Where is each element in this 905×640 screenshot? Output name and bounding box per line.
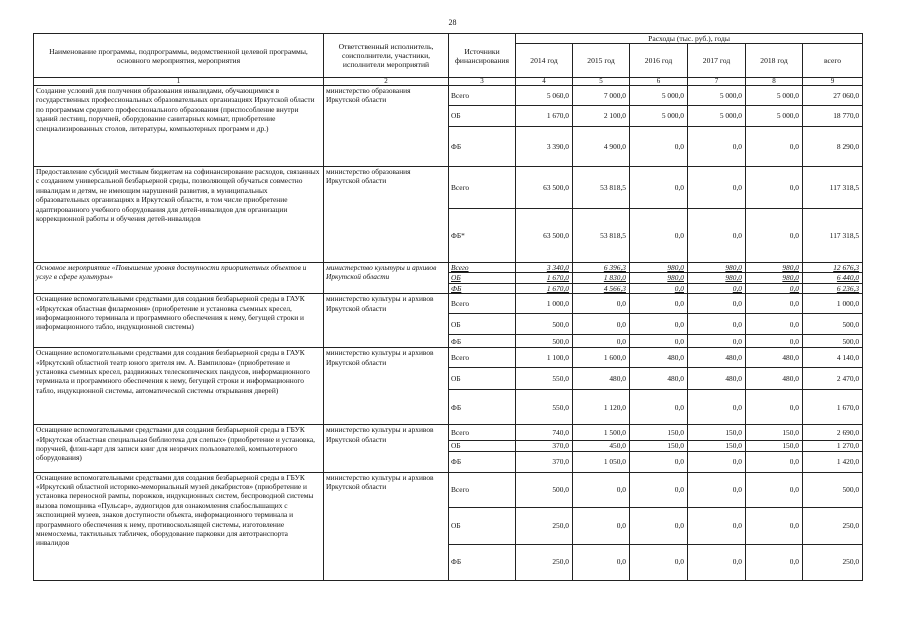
year-value: 0,0 bbox=[573, 314, 630, 335]
year-value: 480,0 bbox=[688, 348, 746, 368]
year-value: 0,0 bbox=[688, 283, 746, 293]
year-value: 450,0 bbox=[573, 441, 630, 451]
year-value: 0,0 bbox=[746, 209, 803, 263]
year-value: 0,0 bbox=[573, 507, 630, 544]
year-value: 0,0 bbox=[630, 294, 688, 314]
activity-name: Основное мероприятие «Повышение уровня доступности приоритетных объектов и услуг в сфере культуры» bbox=[34, 263, 324, 294]
column-number: 3 bbox=[449, 78, 516, 86]
year-value: 150,0 bbox=[688, 425, 746, 441]
year-value: 0,0 bbox=[573, 544, 630, 580]
funding-source: ОБ bbox=[449, 273, 516, 283]
header-expenses: Расходы (тыс. руб.), годы bbox=[516, 34, 863, 44]
funding-source: ФБ bbox=[449, 451, 516, 472]
total-value: 117 318,5 bbox=[803, 167, 863, 209]
executor: министерство образования Иркутской области bbox=[324, 167, 449, 263]
year-value: 0,0 bbox=[688, 507, 746, 544]
header-year: всего bbox=[803, 44, 863, 78]
activity-row bbox=[34, 348, 863, 368]
expenses-table bbox=[33, 33, 863, 581]
year-value: 250,0 bbox=[516, 507, 573, 544]
year-value: 1 050,0 bbox=[573, 451, 630, 472]
executor: министерство образования Иркутской области bbox=[324, 86, 449, 167]
header-year: 2017 год bbox=[688, 44, 746, 78]
year-value: 370,0 bbox=[516, 451, 573, 472]
total-value: 8 290,0 bbox=[803, 127, 863, 167]
activity-row bbox=[34, 294, 863, 314]
year-value: 370,0 bbox=[516, 441, 573, 451]
year-value: 0,0 bbox=[630, 507, 688, 544]
year-value: 0,0 bbox=[573, 335, 630, 348]
total-value: 1 420,0 bbox=[803, 451, 863, 472]
year-value: 150,0 bbox=[746, 441, 803, 451]
year-value: 980,0 bbox=[688, 273, 746, 283]
year-value: 0,0 bbox=[746, 507, 803, 544]
funding-source: Всего bbox=[449, 263, 516, 273]
header-executor: Ответственный исполнитель, соисполнители, участники, исполнители мероприятий bbox=[324, 34, 449, 78]
year-value: 500,0 bbox=[516, 314, 573, 335]
column-number: 5 bbox=[573, 78, 630, 86]
page-number: 28 bbox=[448, 18, 457, 27]
total-value: 500,0 bbox=[803, 472, 863, 507]
funding-source: ФБ bbox=[449, 283, 516, 293]
year-value: 0,0 bbox=[746, 451, 803, 472]
year-value: 0,0 bbox=[746, 167, 803, 209]
total-value: 18 770,0 bbox=[803, 106, 863, 127]
year-value: 0,0 bbox=[630, 390, 688, 425]
year-value: 5 000,0 bbox=[630, 86, 688, 106]
column-number: 1 bbox=[34, 78, 324, 86]
year-value: 150,0 bbox=[746, 425, 803, 441]
header-year: 2015 год bbox=[573, 44, 630, 78]
total-value: 500,0 bbox=[803, 314, 863, 335]
year-value: 53 818,5 bbox=[573, 167, 630, 209]
activity-row bbox=[34, 86, 863, 106]
year-value: 0,0 bbox=[688, 294, 746, 314]
year-value: 0,0 bbox=[746, 544, 803, 580]
year-value: 250,0 bbox=[516, 544, 573, 580]
activity-row bbox=[34, 425, 863, 441]
year-value: 0,0 bbox=[746, 294, 803, 314]
year-value: 0,0 bbox=[688, 127, 746, 167]
activity-name: Оснащение вспомогательными средствами для создания безбарьерной среды в ГАУК «Иркутская областная филармония» (приобретение и установка съемных кресел, информационного терминала и программного обеспечения к нему, бегущей строки и информационного табло, индукционной системы) bbox=[34, 294, 324, 348]
year-value: 480,0 bbox=[746, 348, 803, 368]
year-value: 5 000,0 bbox=[688, 106, 746, 127]
year-value: 4 566,3 bbox=[573, 283, 630, 293]
year-value: 0,0 bbox=[630, 472, 688, 507]
year-value: 150,0 bbox=[630, 425, 688, 441]
column-number: 8 bbox=[746, 78, 803, 86]
funding-source: Всего bbox=[449, 425, 516, 441]
year-value: 0,0 bbox=[688, 335, 746, 348]
year-value: 0,0 bbox=[630, 167, 688, 209]
year-value: 7 000,0 bbox=[573, 86, 630, 106]
funding-source: ФБ* bbox=[449, 209, 516, 263]
year-value: 0,0 bbox=[630, 283, 688, 293]
year-value: 63 500,0 bbox=[516, 209, 573, 263]
year-value: 980,0 bbox=[630, 263, 688, 273]
year-value: 480,0 bbox=[630, 348, 688, 368]
funding-source: ФБ bbox=[449, 335, 516, 348]
year-value: 980,0 bbox=[630, 273, 688, 283]
year-value: 480,0 bbox=[688, 368, 746, 390]
year-value: 0,0 bbox=[746, 390, 803, 425]
year-value: 740,0 bbox=[516, 425, 573, 441]
total-value: 12 676,3 bbox=[803, 263, 863, 273]
activity-row bbox=[34, 167, 863, 209]
funding-source: ОБ bbox=[449, 441, 516, 451]
year-value: 0,0 bbox=[688, 314, 746, 335]
year-value: 0,0 bbox=[746, 283, 803, 293]
year-value: 980,0 bbox=[688, 263, 746, 273]
year-value: 0,0 bbox=[630, 451, 688, 472]
total-value: 2 470,0 bbox=[803, 368, 863, 390]
column-number: 2 bbox=[324, 78, 449, 86]
year-value: 0,0 bbox=[630, 544, 688, 580]
column-number: 4 bbox=[516, 78, 573, 86]
total-value: 1 000,0 bbox=[803, 294, 863, 314]
year-value: 53 818,5 bbox=[573, 209, 630, 263]
year-value: 980,0 bbox=[746, 263, 803, 273]
year-value: 150,0 bbox=[688, 441, 746, 451]
activity-name: Оснащение вспомогательными средствами для создания безбарьерной среды в ГБУК «Иркутский областной историко-мемориальный музей декабристов» (приобретение и установка переносной рампы, порожков, индукционных систем, беспроводной системы вызова помощника «Пульсар», аудиогидов для ознакомления слабослышащих с экспозицией музеев, знаков доступности объекта, информационного терминала и программного обеспечения к нему, противоскользящей системы, изготовление мнемосхемы, тактильных табличек, оборудование парковки для автотранспорта инвалидов bbox=[34, 472, 324, 580]
funding-source: Всего bbox=[449, 167, 516, 209]
year-value: 1 670,0 bbox=[516, 273, 573, 283]
funding-source: ФБ bbox=[449, 544, 516, 580]
year-value: 5 000,0 bbox=[746, 86, 803, 106]
executor: министерство культуры и архивов Иркутской области bbox=[324, 263, 449, 294]
funding-source: ОБ bbox=[449, 507, 516, 544]
total-value: 6 236,3 bbox=[803, 283, 863, 293]
year-value: 6 396,3 bbox=[573, 263, 630, 273]
year-value: 3 390,0 bbox=[516, 127, 573, 167]
year-value: 5 000,0 bbox=[688, 86, 746, 106]
year-value: 3 340,0 bbox=[516, 263, 573, 273]
year-value: 1 100,0 bbox=[516, 348, 573, 368]
year-value: 0,0 bbox=[688, 209, 746, 263]
total-value: 6 440,0 bbox=[803, 273, 863, 283]
executor: министерство культуры и архивов Иркутской области bbox=[324, 294, 449, 348]
year-value: 0,0 bbox=[573, 294, 630, 314]
funding-source: ОБ bbox=[449, 314, 516, 335]
column-number: 9 bbox=[803, 78, 863, 86]
total-value: 4 140,0 bbox=[803, 348, 863, 368]
year-value: 0,0 bbox=[746, 127, 803, 167]
year-value: 0,0 bbox=[688, 472, 746, 507]
funding-source: ФБ bbox=[449, 390, 516, 425]
year-value: 0,0 bbox=[746, 335, 803, 348]
activity-name: Создание условий для получения образования инвалидами, обучающимися в государственных профессиональных образовательных организациях Иркутской области по программам среднего профессионального образования (приспособление внутри зданий лестниц, поручней, оборудование санитарных комнат, приобретение специализированных столов, литературы, компьютерных программ и др.) bbox=[34, 86, 324, 167]
total-value: 117 318,5 bbox=[803, 209, 863, 263]
header-year: 2014 год bbox=[516, 44, 573, 78]
activity-row bbox=[34, 472, 863, 507]
year-value: 63 500,0 bbox=[516, 167, 573, 209]
year-value: 480,0 bbox=[746, 368, 803, 390]
column-number: 7 bbox=[688, 78, 746, 86]
year-value: 150,0 bbox=[630, 441, 688, 451]
year-value: 480,0 bbox=[630, 368, 688, 390]
year-value: 1 670,0 bbox=[516, 106, 573, 127]
column-number: 6 bbox=[630, 78, 688, 86]
executor: министерство культуры и архивов Иркутской области bbox=[324, 348, 449, 425]
year-value: 480,0 bbox=[573, 368, 630, 390]
total-value: 250,0 bbox=[803, 507, 863, 544]
header-year: 2018 год bbox=[746, 44, 803, 78]
header-source: Источники финансирования bbox=[449, 34, 516, 78]
year-value: 0,0 bbox=[630, 127, 688, 167]
total-value: 2 690,0 bbox=[803, 425, 863, 441]
year-value: 500,0 bbox=[516, 472, 573, 507]
total-value: 500,0 bbox=[803, 335, 863, 348]
funding-source: ОБ bbox=[449, 106, 516, 127]
year-value: 5 060,0 bbox=[516, 86, 573, 106]
year-value: 0,0 bbox=[630, 209, 688, 263]
total-value: 1 670,0 bbox=[803, 390, 863, 425]
activity-name: Оснащение вспомогательными средствами для создания безбарьерной среды в ГАУК «Иркутский областной театр юного зрителя им. А. Вампилова» (приобретение и установка съемных кресел, раздвижных телескопических пандусов, информационного терминала и программного обеспечения к нему, бегущей строки и информационного табло, индукционной системы, автоматической системы открывания дверей) bbox=[34, 348, 324, 425]
funding-source: Всего bbox=[449, 86, 516, 106]
year-value: 550,0 bbox=[516, 390, 573, 425]
year-value: 1 120,0 bbox=[573, 390, 630, 425]
year-value: 1 000,0 bbox=[516, 294, 573, 314]
year-value: 5 000,0 bbox=[630, 106, 688, 127]
year-value: 2 100,0 bbox=[573, 106, 630, 127]
total-value: 1 270,0 bbox=[803, 441, 863, 451]
year-value: 0,0 bbox=[688, 390, 746, 425]
year-value: 0,0 bbox=[573, 472, 630, 507]
year-value: 0,0 bbox=[630, 314, 688, 335]
main-activity-row bbox=[34, 263, 863, 273]
year-value: 500,0 bbox=[516, 335, 573, 348]
year-value: 1 670,0 bbox=[516, 283, 573, 293]
year-value: 550,0 bbox=[516, 368, 573, 390]
year-value: 0,0 bbox=[688, 167, 746, 209]
total-value: 250,0 bbox=[803, 544, 863, 580]
total-value: 27 060,0 bbox=[803, 86, 863, 106]
activity-name: Предоставление субсидий местным бюджетам на софинансирование расходов, связанных с созданием универсальной безбарьерной среды, позволяющей обучаться совместно инвалидам и детям, не имеющим нарушений развития, в муниципальных образовательных организациях в Иркутской области, в том числе приобретение адаптированного учебного оборудования для детей-инвалидов для организации коррекционной работы и обучения детей-инвалидов bbox=[34, 167, 324, 263]
funding-source: Всего bbox=[449, 348, 516, 368]
header-name: Наименование программы, подпрограммы, ведомственной целевой программы, основного мероприятия, мероприятия bbox=[34, 34, 324, 78]
funding-source: Всего bbox=[449, 294, 516, 314]
executor: министерство культуры и архивов Иркутской области bbox=[324, 472, 449, 580]
funding-source: Всего bbox=[449, 472, 516, 507]
executor: министерство культуры и архивов Иркутской области bbox=[324, 425, 449, 472]
header-year: 2016 год bbox=[630, 44, 688, 78]
funding-source: ОБ bbox=[449, 368, 516, 390]
year-value: 1 500,0 bbox=[573, 425, 630, 441]
activity-name: Оснащение вспомогательными средствами для создания безбарьерной среды в ГБУК «Иркутская областная специальная библиотека для слепых» (приобретение и установка, поручней, флэш-карт для записи книг для незрячих пользователей, компьютерного оборудования) bbox=[34, 425, 324, 472]
year-value: 980,0 bbox=[746, 273, 803, 283]
year-value: 0,0 bbox=[746, 472, 803, 507]
year-value: 4 900,0 bbox=[573, 127, 630, 167]
funding-source: ФБ bbox=[449, 127, 516, 167]
year-value: 0,0 bbox=[688, 544, 746, 580]
year-value: 0,0 bbox=[746, 314, 803, 335]
year-value: 1 600,0 bbox=[573, 348, 630, 368]
year-value: 5 000,0 bbox=[746, 106, 803, 127]
year-value: 0,0 bbox=[630, 335, 688, 348]
year-value: 1 830,0 bbox=[573, 273, 630, 283]
year-value: 0,0 bbox=[688, 451, 746, 472]
